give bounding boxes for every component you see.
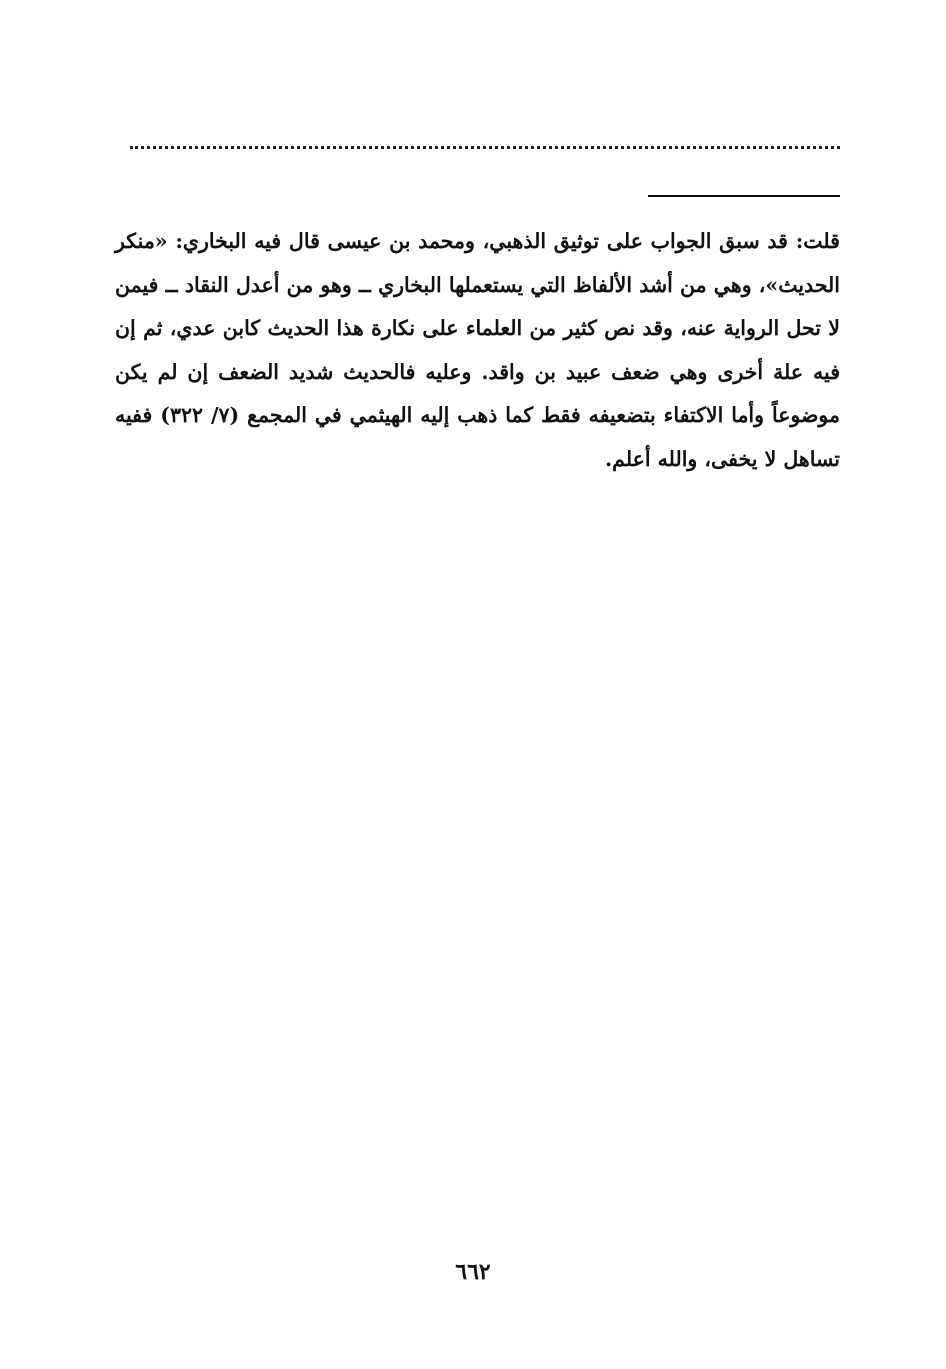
page-number: ٦٦٢ bbox=[455, 1259, 491, 1285]
footnote-lead-word: قلت: bbox=[795, 229, 840, 253]
footnote-body-text: قد سبق الجواب على توثيق الذهبي، ومحمد بن عيسى قال فيه البخاري: «منكر الحديث»، وهي من أشد الألفاظ التي يستعملها البخاري ــ وهو من أعدل النقاد ــ فيمن لا تحل الرواية عنه، وقد نص كثير من العلماء على نكارة هذا الحديث كابن عدي، ثم إن فيه علة أخرى وهي ضعف عبيد بن واقد. وعليه فالحديث شديد الضعف إن لم يكن موضوعاً وأما الاكتفاء بتضعيفه فقط كما ذهب إليه الهيثمي في المجمع (٧/ ٣٢٢) ففيه تساهل لا يخفى، والله أعلم. bbox=[115, 229, 840, 471]
footnote-paragraph bbox=[115, 220, 840, 481]
dotted-separator bbox=[130, 146, 840, 149]
footnote-separator-line bbox=[648, 195, 840, 197]
